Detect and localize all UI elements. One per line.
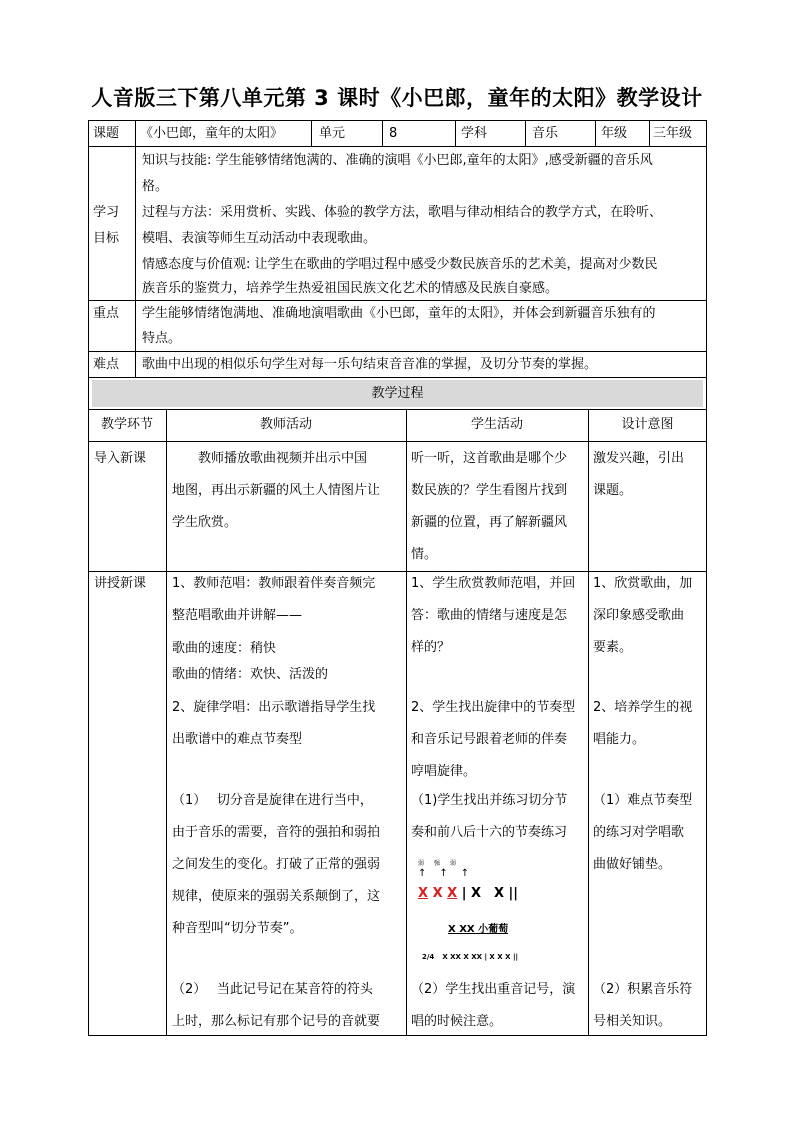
teach-intent-line: 2、培养学生的视 [593, 700, 693, 715]
col-teacher: 教师活动 [259, 417, 312, 432]
teach-student-line: 奏和前八后十六的节奏练习 [411, 825, 568, 840]
teach-intent-line: 深印象感受歌曲 [593, 608, 685, 623]
teach-teacher-line: 出歌谱中的难点节奏型 [172, 732, 303, 747]
teach-teacher-line: （1） 切分音是旋律在进行当中， [172, 793, 373, 808]
teach-intent-line: 唱能力。 [593, 732, 646, 747]
teach-student-line: 和音乐记号跟着老师的伴奏 [411, 732, 568, 747]
teach-student-line: （2）学生找出重音记号，演 [411, 982, 576, 997]
intro-student-line: 新疆的位置，再了解新疆风 [411, 515, 568, 530]
teach-teacher-line: 歌曲的速度：稍快 [172, 641, 277, 656]
objective-line: 族音乐的鉴赏力，培养学生热爱祖国民族文化艺术的情感及民族自豪感。 [142, 281, 559, 296]
syncopation-note: X [432, 886, 443, 901]
objective-line: 过程与方法：采用赏析、实践、体验的教学方法，歌唱与律动相结合的教学方式，在聆听、 [142, 205, 663, 220]
teach-intent-line: 要素。 [593, 640, 633, 655]
teach-student-line: 1、学生欣赏教师范唱，并回 [411, 576, 576, 591]
rhythm-line: X XX X XX | X X X || [442, 953, 519, 961]
teach-student-line: 哼唱旋律。 [411, 764, 477, 779]
teach-intent-line: （2）积累音乐符 [593, 982, 693, 997]
objective-line: 知识与技能: 学生能够情绪饱满的、准确的演唱《小巴郎,童年的太阳》,感受新疆的音乐风 [142, 153, 653, 168]
intro-student-line: 听一听，这首歌曲是哪个少 [411, 451, 568, 466]
col-stage: 教学环节 [100, 417, 153, 432]
intro-teacher-line: 教师播放歌曲视频并出示中国 [172, 451, 368, 466]
key-point-line: 特点。 [142, 331, 182, 346]
key-point-label: 重点 [93, 306, 120, 321]
intro-stage: 导入新课 [94, 451, 147, 466]
teach-student-line: 唱的时候注意。 [411, 1014, 503, 1029]
teach-stage: 讲授新课 [94, 576, 147, 591]
col-intent: 设计意图 [621, 417, 674, 432]
subject-value: 音乐 [532, 126, 559, 141]
teach-student-line: 答：歌曲的情绪与速度是怎 [411, 608, 568, 623]
teach-student-line: （1)学生找出并练习切分节 [411, 793, 568, 808]
teach-student-line: 2、学生找出旋律中的节奏型 [411, 700, 576, 715]
intro-teacher-line: 学生欣赏。 [172, 515, 238, 530]
teach-teacher-line: 规律，使原来的强弱关系颠倒了，这 [172, 889, 381, 904]
teach-teacher-line: 2、旋律学唱：出示歌谱指导学生找 [172, 700, 376, 715]
weak-mark: 弱 [450, 860, 457, 867]
document-title: 人音版三下第八单元第 3 课时《小巴郎，童年的太阳》教学设计 [91, 86, 703, 110]
strong-mark: 强 [434, 860, 441, 867]
rhythm-rest: | X X || [461, 886, 519, 901]
teach-teacher-line: 歌曲的情绪：欢快、活泼的 [172, 667, 329, 682]
syncopation-note: X [447, 886, 458, 901]
teach-teacher-line: （2） 当此记号记在某音符的符头 [172, 982, 373, 997]
teach-intent-line: 曲做好铺垫。 [593, 857, 672, 872]
teach-teacher-line: 种音型叫“切分节奏”。 [172, 921, 303, 936]
teach-intent-line: 号相关知识。 [593, 1014, 672, 1029]
objective-line: 格。 [142, 179, 169, 194]
teach-intent-line: 的练习对学唱歌 [593, 825, 685, 840]
grade-value: 三年级 [653, 126, 693, 141]
intro-student-line: 情。 [411, 547, 438, 562]
key-point-line: 学生能够情绪饱满地、准确地演唱歌曲《小巴郎，童年的太阳》，并体会到新疆音乐独有的 [142, 306, 656, 321]
teach-intent-line: （1）难点节奏型 [593, 793, 693, 808]
arrow-icon: ↑ [418, 868, 427, 879]
difficulty-label: 难点 [93, 357, 120, 372]
teach-teacher-line: 整范唱歌曲并讲解—— [172, 608, 303, 623]
arrow-icon: ↑ [460, 868, 470, 879]
objective-line: 模唱、表演等师生互动活动中表现歌曲。 [142, 231, 377, 246]
unit-number: 8 [389, 126, 398, 141]
process-title: 教学过程 [371, 386, 424, 401]
teach-teacher-line: 之间发生的变化。打破了正常的强弱 [172, 857, 381, 872]
intro-student-line: 数民族的？学生看图片找到 [411, 483, 568, 498]
label-unit: 单元 [319, 126, 346, 141]
intro-teacher-line: 地图，再出示新疆的风土人情图片让 [172, 483, 381, 498]
teach-teacher-line: 上时，那么标记有那个记号的音就要 [172, 1014, 381, 1029]
syncopation-note: X [418, 886, 429, 901]
col-student: 学生活动 [470, 417, 523, 432]
time-signature: 2/4 [422, 953, 435, 961]
teach-teacher-line: 1、教师范唱：教师跟着伴奏音频完 [172, 576, 376, 591]
intro-intent-line: 课题。 [593, 483, 633, 498]
teach-student-line: 样的？ [411, 640, 451, 655]
weak-mark: 弱 [418, 860, 425, 867]
teach-intent-line: 1、欣赏歌曲，加 [593, 576, 693, 591]
course-name: 《小巴郎，童年的太阳》 [140, 126, 284, 141]
objectives-label-1: 学习 [93, 205, 120, 220]
difficulty-text: 歌曲中出现的相似乐句学生对每一乐句结束音音准的掌握，及切分节奏的掌握。 [142, 357, 598, 372]
teach-teacher-line: 由于音乐的需要，音符的强拍和弱拍 [172, 825, 381, 840]
objectives-label-2: 目标 [93, 231, 120, 246]
grape-rhythm: X XX 小葡萄 [448, 924, 509, 935]
arrow-icon: ↑ [439, 868, 448, 879]
label-grade: 年级 [601, 126, 628, 141]
intro-intent-line: 激发兴趣，引出 [593, 451, 685, 466]
label-course: 课题 [93, 126, 120, 141]
objective-line: 情感态度与价值观: 让学生在歌曲的学唱过程中感受少数民族音乐的艺术美，提高对少数民 [142, 257, 658, 272]
rhythm-notation [414, 858, 584, 968]
label-subject: 学科 [461, 126, 488, 141]
